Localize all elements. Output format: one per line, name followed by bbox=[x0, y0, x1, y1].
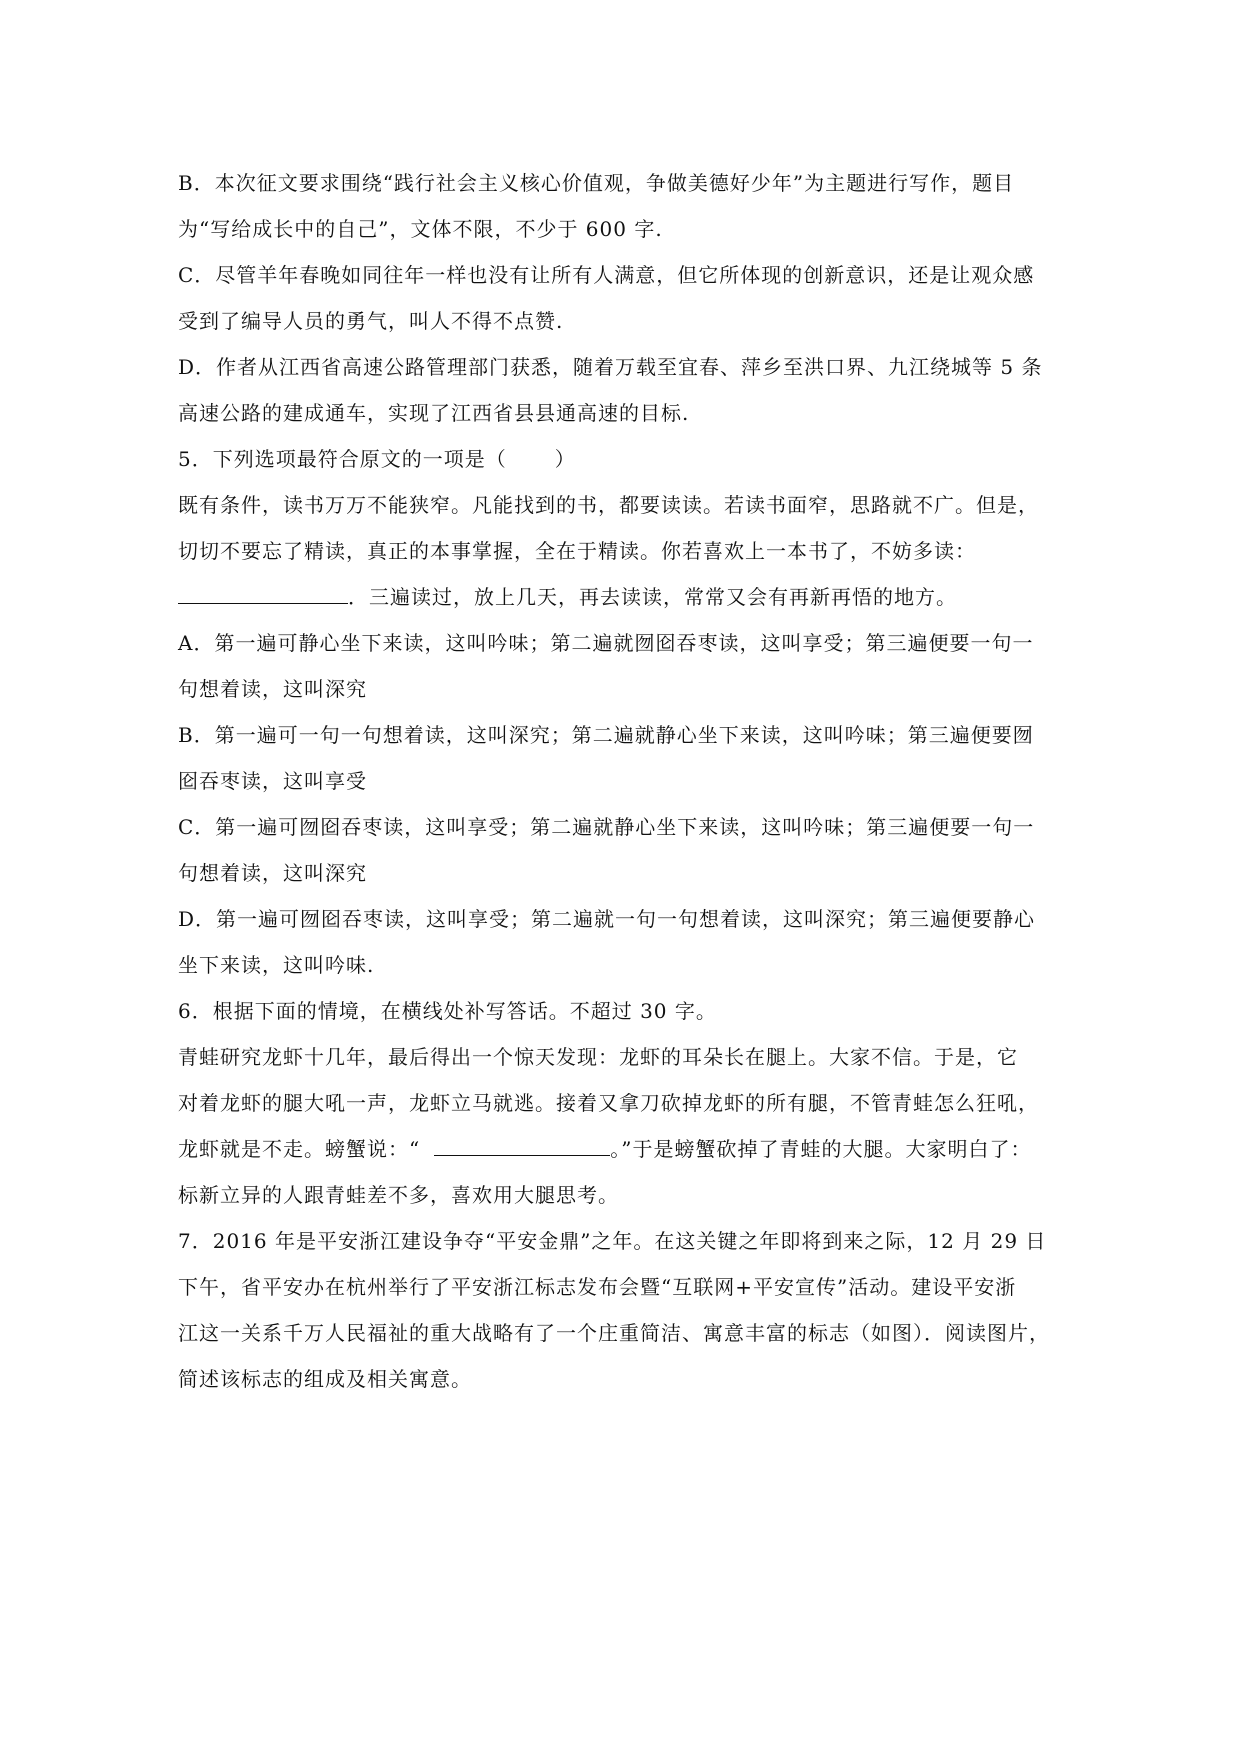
q4-option-d-line1: D．作者从江西省高速公路管理部门获悉，随着万载至宜春、萍乡至洪口界、九江绕城等 5 条 bbox=[178, 355, 1043, 379]
q4-option-c-line1: C．尽管羊年春晚如同往年一样也没有让所有人满意，但它所体现的创新意识，还是让观众感 bbox=[178, 263, 1035, 287]
q6-stem: 6．根据下面的情境，在横线处补写答话。不超过 30 字。 bbox=[178, 999, 717, 1023]
q5-option-b-line2: 囵吞枣读，这叫享受 bbox=[178, 769, 367, 793]
fill-blank[interactable] bbox=[178, 577, 348, 604]
q4-option-c-line2: 受到了编导人员的勇气，叫人不得不点赞. bbox=[178, 309, 564, 333]
q5-stem bbox=[178, 436, 1063, 482]
q5-stem-suffix: ） bbox=[554, 447, 576, 471]
q6-line4: 标新立异的人跟青蛙差不多，喜欢用大腿思考。 bbox=[178, 1183, 619, 1207]
q7-line1: 7．2016 年是平安浙江建设争夺“平安金鼎”之年。在这关键之年即将到来之际，12 月 29 日 bbox=[178, 1229, 1047, 1253]
q5-option-d-line1: D．第一遍可囫囵吞枣读，这叫享受；第二遍就一句一句想着读，这叫深究；第三遍便要静心 bbox=[178, 907, 1036, 931]
q4-option-b-line1: B．本次征文要求围绕“践行社会主义核心价值观，争做美德好少年”为主题进行写作，题目 bbox=[178, 171, 1015, 195]
q5-option-a-line1: A．第一遍可静心坐下来读，这叫吟味；第二遍就囫囵吞枣读，这叫享受；第三遍便要一句一 bbox=[178, 631, 1034, 655]
q4-option-b-line2: 为“写给成长中的自己”，文体不限，不少于 600 字. bbox=[178, 217, 663, 241]
q5-option-d-line2: 坐下来读，这叫吟味. bbox=[178, 953, 375, 977]
q6-line3-suffix: 。”于是螃蟹砍掉了青蛙的大腿。大家明白了： bbox=[610, 1137, 1032, 1161]
q5-option-c-line2: 句想着读，这叫深究 bbox=[178, 861, 367, 885]
q7-line4: 简述该标志的组成及相关寓意。 bbox=[178, 1367, 472, 1391]
q5-option-b-line1: B．第一遍可一句一句想着读，这叫深究；第二遍就静心坐下来读，这叫吟味；第三遍便要囫 bbox=[178, 723, 1034, 747]
q5-passage-line1: 既有条件，读书万万不能狭窄。凡能找到的书，都要读读。若读书面窄，思路就不广。但是， bbox=[178, 493, 1039, 517]
q7-line2: 下午，省平安办在杭州举行了平安浙江标志发布会暨“互联网+平安宣传”活动。建设平安浙 bbox=[178, 1275, 1017, 1299]
q5-option-a-line2: 句想着读，这叫深究 bbox=[178, 677, 367, 701]
q6-line2: 对着龙虾的腿大吼一声，龙虾立马就逃。接着又拿刀砍掉龙虾的所有腿，不管青蛙怎么狂吼， bbox=[178, 1091, 1039, 1115]
fill-blank[interactable] bbox=[434, 1129, 610, 1156]
q5-stem-prefix: 5．下列选项最符合原文的一项是（ bbox=[178, 447, 507, 471]
q4-option-d-line2: 高速公路的建成通车，实现了江西省县县通高速的目标. bbox=[178, 401, 690, 425]
q5-passage-line2: 切切不要忘了精读，真正的本事掌握，全在于精读。你若喜欢上一本书了，不妨多读： bbox=[178, 539, 976, 563]
q6-line1: 青蛙研究龙虾十几年，最后得出一个惊天发现：龙虾的耳朵长在腿上。大家不信。于是，它 bbox=[178, 1045, 1018, 1069]
q5-passage-line3 bbox=[178, 574, 1063, 620]
q5-passage-line3-text: ．三遍读过，放上几天，再去读读，常常又会有再新再悟的地方。 bbox=[348, 585, 957, 609]
q6-line3-prefix: 龙虾就是不走。螃蟹说：“ bbox=[178, 1137, 421, 1161]
document-body bbox=[178, 160, 1063, 1402]
q7-line3: 江这一关系千万人民福祉的重大战略有了一个庄重简洁、寓意丰富的标志（如图）．阅读图片， bbox=[178, 1321, 1050, 1345]
q6-line3 bbox=[178, 1126, 1063, 1172]
q5-option-c-line1: C．第一遍可囫囵吞枣读，这叫享受；第二遍就静心坐下来读，这叫吟味；第三遍便要一句一 bbox=[178, 815, 1035, 839]
